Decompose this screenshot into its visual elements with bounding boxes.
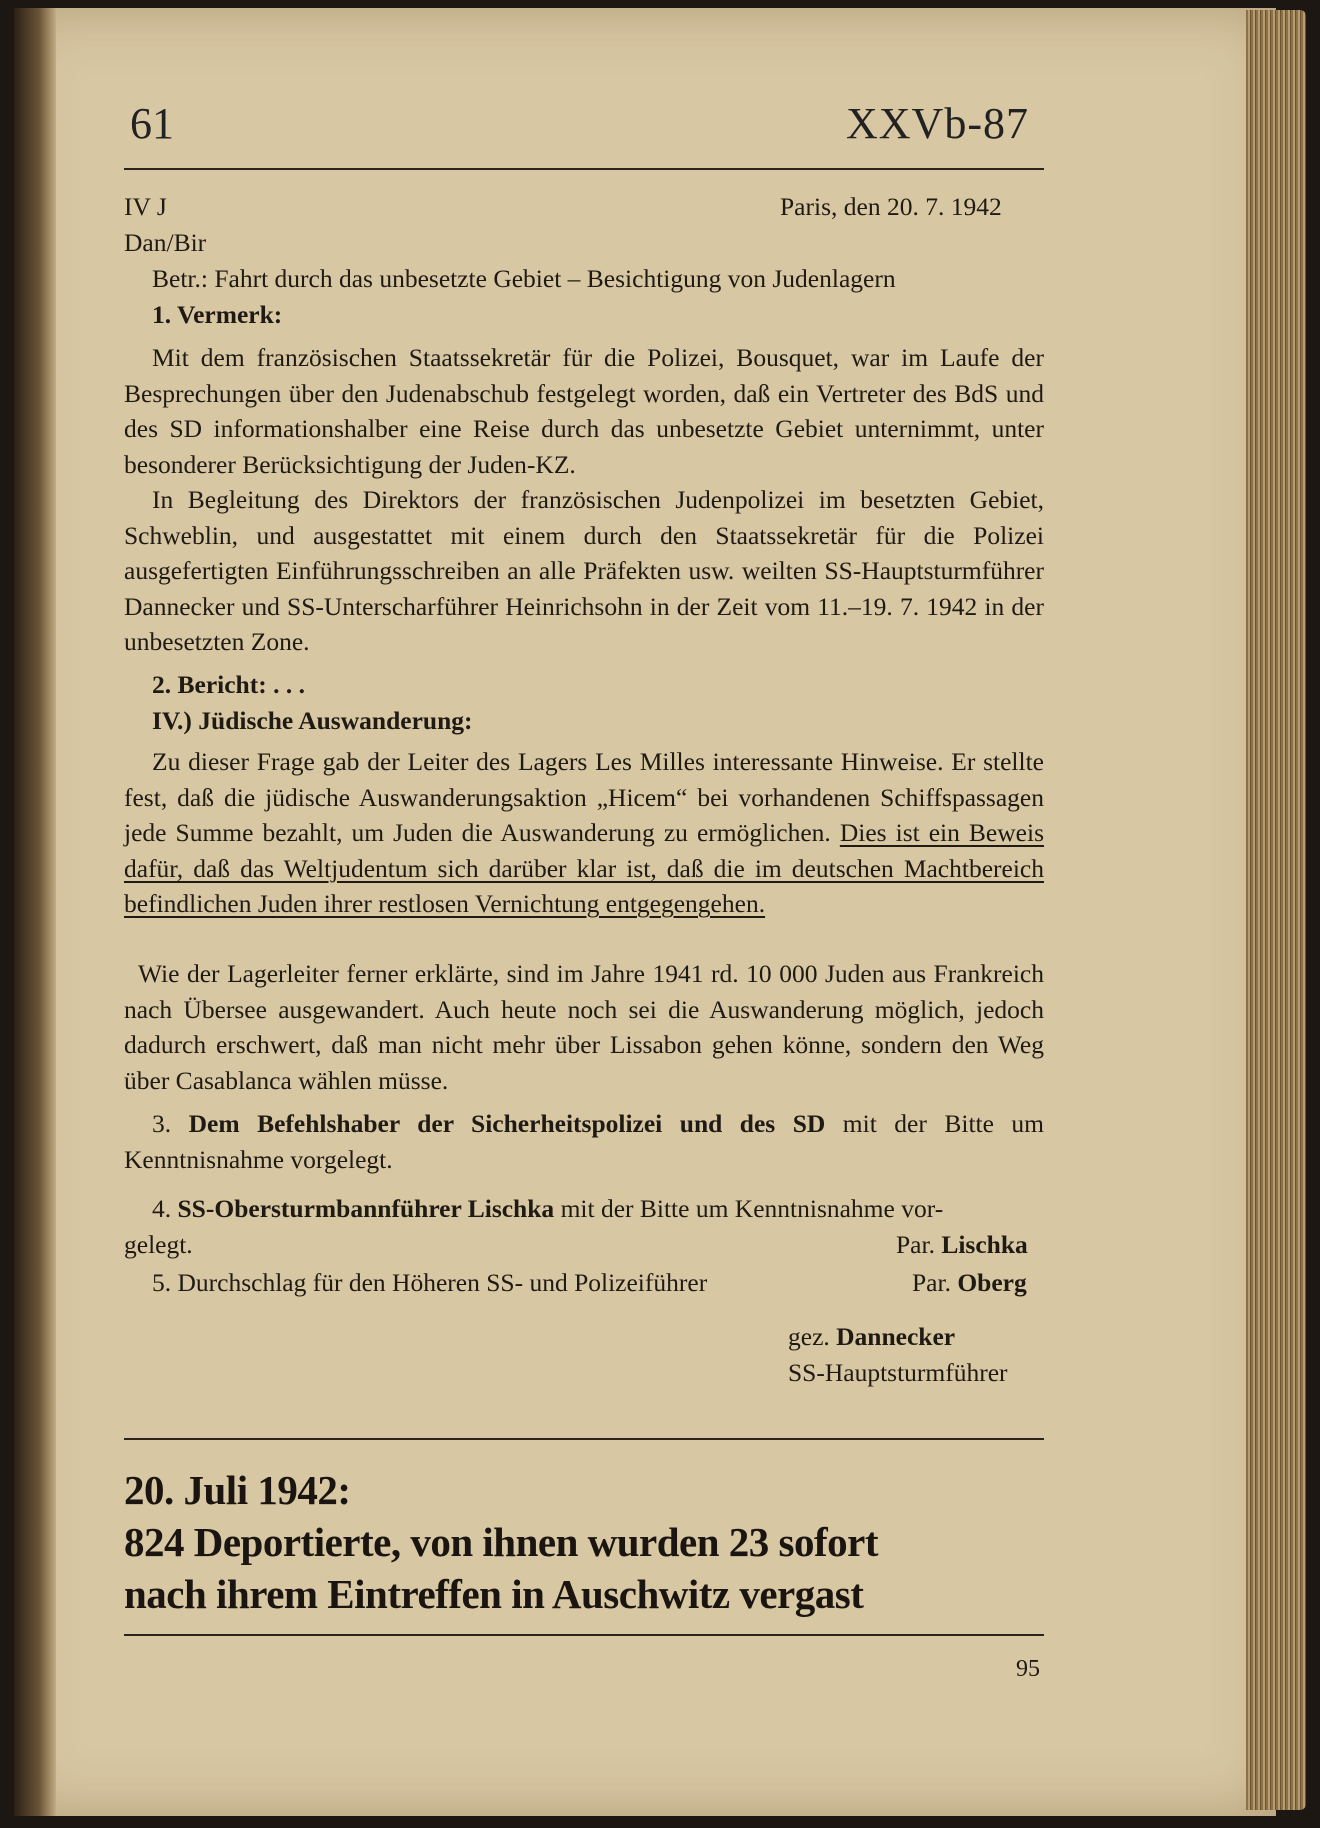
page-edges <box>1246 10 1306 1810</box>
item-3-text: mit der Bitte um Kenntnisnahme vorgelegt. <box>124 1109 1045 1174</box>
distribution-item-4 <box>152 1194 943 1224</box>
signature-prefix: gez. <box>788 1322 837 1351</box>
signature-rank: SS-Hauptsturmführer <box>788 1358 1008 1387</box>
item-3-number: 3. <box>152 1109 189 1138</box>
section-heading-bericht: 2. Bericht: . . . <box>152 670 305 699</box>
par-oberg <box>912 1268 1027 1298</box>
chronology-heading-line-3: nach ihrem Eintreffen in Auschwitz vergast <box>124 1571 864 1617</box>
heading-rule-bottom <box>124 1634 1044 1636</box>
signature-line <box>788 1322 955 1352</box>
section-heading-vermerk: 1. Vermerk: <box>152 300 283 329</box>
chronology-heading-line-2: 824 Deportierte, von ihnen wurden 23 sofort <box>124 1519 879 1565</box>
paragraph-vermerk-1: Mit dem französischen Staatssekretär für die Polizei, Bousquet, war im Laufe der Besprechungen über den Judenabschub festgelegt worden, daß ein Vertreter des BdS und des SD informationshalber eine Reise durch das unbesetzte Gebiet unternimmt, unter besonderer Berücksichtigung der Juden-KZ. <box>124 343 1044 479</box>
item-4-text: mit der Bitte um Kenntnisnahme vor- <box>554 1194 944 1223</box>
underlined-passage: Dies ist ein Beweis dafür, daß das Weltjudentum sich darüber klar ist, daß die im deutschen Machtbereich befindlichen Juden ihrer restlosen Vernichtung entgegengehen. <box>124 818 1044 918</box>
book-gutter <box>14 8 56 1816</box>
par-prefix: Par. <box>896 1230 942 1259</box>
item-3-recipient: Dem Befehlshaber der Sicherheitspolizei und des SD <box>188 1109 826 1138</box>
distribution-item-3 <box>124 1106 1044 1177</box>
subject-line: Betr.: Fahrt durch das unbesetzte Gebiet – Besichtigung von Judenlagern <box>152 264 896 293</box>
item-4-recipient: SS-Obersturmbannführer Lischka <box>177 1194 555 1223</box>
signature-name: Dannecker <box>836 1322 956 1351</box>
initials: Dan/Bir <box>124 228 207 257</box>
par-name-lischka: Lischka <box>941 1230 1028 1259</box>
paragraph-auswanderung-1 <box>124 744 1044 922</box>
item-4-number: 4. <box>152 1194 178 1223</box>
reference-code: IV J <box>124 192 167 221</box>
archive-page-number: 61 <box>130 99 174 148</box>
place-date: Paris, den 20. 7. 1942 <box>780 192 1002 221</box>
distribution-item-5: 5. Durchschlag für den Höheren SS- und Polizeiführer <box>152 1268 708 1297</box>
heading-rule-top <box>124 1438 1044 1440</box>
item-4-continuation: gelegt. <box>124 1230 193 1259</box>
book-page-number: 95 <box>1016 1656 1040 1682</box>
paragraph-vermerk-2: In Begleitung des Direktors der französischen Judenpolizei im besetzten Gebiet, Schweblin, und ausgestattet mit einem durch den Staatssekretär für die Polizei ausgefertigten Einführungsschreiben an alle Präfekten usw. weilten SS-Hauptsturmführer Dannecker und SS-Unterscharführer Heinrichsohn in der Zeit vom 11.–19. 7. 1942 in der unbesetzten Zone. <box>124 485 1044 656</box>
header-rule <box>124 168 1044 170</box>
paragraph-auswanderung-2: Wie der Lagerleiter ferner erklärte, sind im Jahre 1941 rd. 10 000 Juden aus Frankreich nach Übersee ausgewandert. Auch heute noch sei die Auswanderung möglich, jedoch dadurch erschwert, daß man nicht mehr über Lissabon gehen könne, sondern den Weg über Casablanca wählen müsse. <box>124 959 1044 1095</box>
chronology-date-heading: 20. Juli 1942: <box>124 1467 351 1513</box>
par-lischka <box>896 1230 1028 1260</box>
paragraph-auswanderung-1-lead: Zu dieser Frage gab der Leiter des Lagers Les Milles interessante Hinweise. Er stellte fest, daß die jüdische Auswanderungsaktion „Hicem“ bei vorhandenen Schiffspassagen jede Summe bezahlt, um Juden die Auswanderung zu ermöglichen. <box>124 747 1044 847</box>
par-name-oberg: Oberg <box>957 1268 1027 1297</box>
section-subheading-auswanderung: IV.) Jüdische Auswanderung: <box>152 706 473 735</box>
archive-document-code: XXVb-87 <box>846 99 1029 148</box>
par-prefix: Par. <box>912 1268 958 1297</box>
